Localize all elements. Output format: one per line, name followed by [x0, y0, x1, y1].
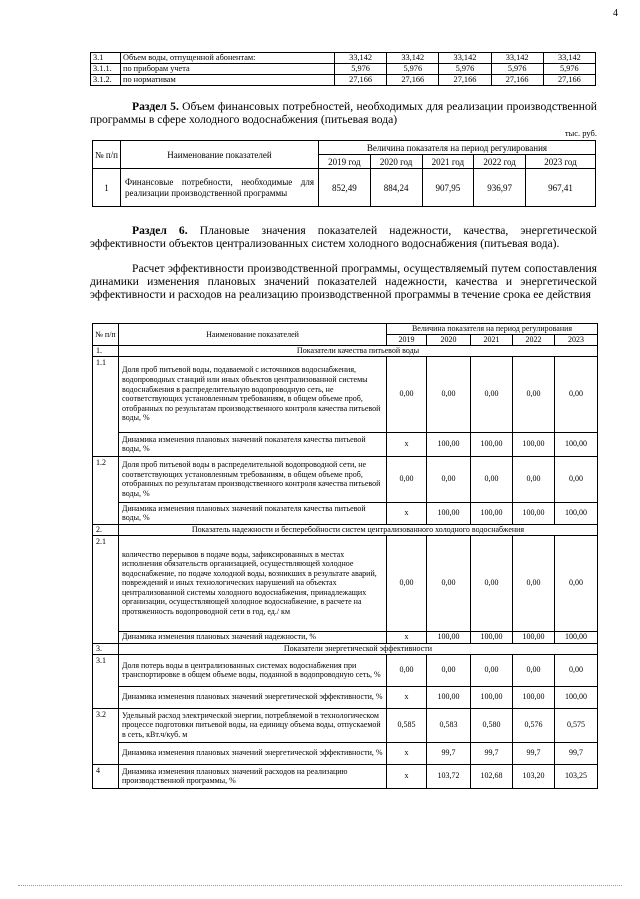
value-cell: 0,00 — [427, 654, 471, 686]
units-label: тыс. руб. — [564, 128, 597, 138]
row-name: по приборам учета — [121, 64, 335, 75]
row-num: 1.1 — [93, 356, 119, 456]
value-cell: 100,00 — [513, 686, 555, 708]
value-cell: 100,00 — [555, 432, 598, 456]
row-name: количество перерывов в подаче воды, зафиксированных в местах исполнения обязательств организацией, осуществляющей холодное водоснабжение, по подаче холодной воды, возникших в результате аварий, повреждений и иных технологических нарушений на объектах централизованной системы холодного водоснабжения, принадлежащих организации, осуществляющей холодное водоснабжение, в расчете на протяженность водопроводной сети в год, ед./ км — [119, 535, 387, 631]
value-cell: 99,7 — [555, 742, 598, 764]
table-row — [93, 535, 598, 631]
table-row — [93, 502, 598, 524]
section6-text: Плановые значения показателей надежности, качества, энергетической эффективности объектов централизованных систем холодного водоснабжения (питьевая вода). — [90, 224, 597, 251]
table-row — [93, 456, 598, 502]
table-row — [93, 631, 598, 643]
table-row — [93, 654, 598, 686]
value-cell: 884,24 — [370, 169, 422, 207]
value-cell: 0,00 — [555, 535, 598, 631]
value-cell: 27,166 — [491, 75, 543, 86]
value-cell: 967,41 — [526, 169, 596, 207]
value-cell: 100,00 — [555, 686, 598, 708]
year-header: 2023 — [555, 335, 598, 346]
row-num: 4 — [93, 764, 119, 788]
value-cell: х — [387, 432, 427, 456]
value-cell: 100,00 — [555, 502, 598, 524]
header-period: Величина показателя на период регулирования — [319, 141, 596, 155]
value-cell: 0,00 — [471, 356, 513, 432]
section-num: 2. — [93, 524, 119, 535]
page-number: 4 — [613, 8, 618, 19]
row-name: Доля проб питьевой воды в распределительной водопроводной сети, не соответствующих установленным требованиям, в общем объеме проб, отобранных по результатам производственного контроля качества питьевой воды, % — [119, 456, 387, 502]
value-cell: 100,00 — [471, 502, 513, 524]
year-header: 2021 — [471, 335, 513, 346]
value-cell: 33,142 — [439, 53, 491, 64]
section-title: Показатели энергетической эффективности — [119, 643, 598, 654]
value-cell: 100,00 — [427, 686, 471, 708]
section6-heading — [90, 224, 597, 250]
section5-heading — [90, 100, 597, 126]
value-cell: 0,580 — [471, 708, 513, 742]
year-header: 2020 год — [370, 155, 422, 169]
value-cell: 0,00 — [387, 356, 427, 432]
table-row — [93, 345, 598, 356]
value-cell: 0,583 — [427, 708, 471, 742]
value-cell: 0,00 — [471, 654, 513, 686]
value-cell: 0,00 — [513, 654, 555, 686]
value-cell: 27,166 — [439, 75, 491, 86]
value-cell: 0,00 — [513, 535, 555, 631]
value-cell: 100,00 — [555, 631, 598, 643]
year-header: 2022 — [513, 335, 555, 346]
year-header: 2020 — [427, 335, 471, 346]
value-cell: 0,00 — [513, 356, 555, 432]
water-volume-table — [90, 52, 596, 86]
year-header: 2021 год — [422, 155, 474, 169]
value-cell: 852,49 — [319, 169, 371, 207]
row-num: 2.1 — [93, 535, 119, 643]
year-header: 2022 год — [474, 155, 526, 169]
row-num: 3.1 — [91, 53, 121, 64]
value-cell: 0,576 — [513, 708, 555, 742]
section-title: Показатель надежности и бесперебойности систем централизованного холодного водоснабжения — [119, 524, 598, 535]
value-cell: х — [387, 686, 427, 708]
table-row — [93, 643, 598, 654]
value-cell: 103,20 — [513, 764, 555, 788]
value-cell: 0,00 — [555, 456, 598, 502]
row-name: Доля потерь воды в централизованных системах водоснабжения при транспортировке в общем объеме воды, поданной в водопроводную сеть, % — [119, 654, 387, 686]
value-cell: х — [387, 742, 427, 764]
table-row — [93, 356, 598, 432]
financial-needs-table — [92, 140, 596, 207]
dynamics-name: Динамика изменения плановых значений показателя качества питьевой воды, % — [119, 502, 387, 524]
value-cell: 0,00 — [513, 456, 555, 502]
year-header: 2019 год — [319, 155, 371, 169]
row-num: 1 — [93, 169, 121, 207]
row-name: Объем воды, отпущенной абонентам: — [121, 53, 335, 64]
value-cell: 27,166 — [335, 75, 387, 86]
section5-label: Раздел 5. — [132, 100, 179, 113]
table-row — [93, 764, 598, 788]
table-row — [91, 75, 596, 86]
table-row — [93, 524, 598, 535]
value-cell: 907,95 — [422, 169, 474, 207]
value-cell: 100,00 — [513, 631, 555, 643]
value-cell: 0,00 — [427, 356, 471, 432]
section6-label: Раздел 6. — [132, 224, 188, 237]
value-cell: 100,00 — [471, 631, 513, 643]
row-name: Динамика изменения плановых значений расходов на реализацию производственной программы, % — [119, 764, 387, 788]
row-num: 3.1.1. — [91, 64, 121, 75]
header-name: Наименование показателей — [121, 141, 319, 169]
value-cell: 0,00 — [387, 654, 427, 686]
indicators-table — [92, 323, 598, 789]
header-period: Величина показателя на период регулирования — [387, 324, 598, 335]
value-cell: 0,00 — [387, 456, 427, 502]
value-cell: 100,00 — [427, 432, 471, 456]
table-row — [93, 686, 598, 708]
dynamics-name: Динамика изменения плановых значений показателя качества питьевой воды, % — [119, 432, 387, 456]
table-row — [91, 64, 596, 75]
row-name: Финансовые потребности, необходимые для реализации производственной программы — [121, 169, 319, 207]
table-row — [93, 742, 598, 764]
header-num: № п/п — [93, 324, 119, 346]
year-header: 2019 — [387, 335, 427, 346]
value-cell: 5,976 — [387, 64, 439, 75]
value-cell: 33,142 — [491, 53, 543, 64]
value-cell: 0,00 — [471, 456, 513, 502]
value-cell: 102,68 — [471, 764, 513, 788]
value-cell: 33,142 — [543, 53, 595, 64]
value-cell: 0,00 — [555, 654, 598, 686]
value-cell: х — [387, 502, 427, 524]
value-cell: 100,00 — [471, 432, 513, 456]
table-row — [93, 708, 598, 742]
year-header: 2023 год — [526, 155, 596, 169]
header-name: Наименование показателей — [119, 324, 387, 346]
value-cell: 103,72 — [427, 764, 471, 788]
value-cell: 0,00 — [471, 535, 513, 631]
page-edge-line — [18, 885, 622, 886]
value-cell: 99,7 — [427, 742, 471, 764]
row-name: Удельный расход электрической энергии, потребляемой в технологическом процессе подготовки питьевой воды, на единицу объема воды, отпускаемой в сеть, кВт.ч/куб. м — [119, 708, 387, 742]
value-cell: 99,7 — [513, 742, 555, 764]
value-cell: 5,976 — [491, 64, 543, 75]
row-num: 3.1.2. — [91, 75, 121, 86]
value-cell: 0,585 — [387, 708, 427, 742]
value-cell: 33,142 — [335, 53, 387, 64]
row-name: по нормативам — [121, 75, 335, 86]
value-cell: 5,976 — [439, 64, 491, 75]
header-num: № п/п — [93, 141, 121, 169]
value-cell: 27,166 — [543, 75, 595, 86]
section-num: 1. — [93, 345, 119, 356]
section-num: 3. — [93, 643, 119, 654]
dynamics-name: Динамика изменения плановых значений энергетической эффективности, % — [119, 742, 387, 764]
table-row — [93, 432, 598, 456]
row-num: 1.2 — [93, 456, 119, 524]
dynamics-name: Динамика изменения плановых значений надежности, % — [119, 631, 387, 643]
value-cell: 100,00 — [513, 502, 555, 524]
value-cell: 936,97 — [474, 169, 526, 207]
value-cell: 0,00 — [555, 356, 598, 432]
value-cell: 5,976 — [543, 64, 595, 75]
value-cell: 100,00 — [471, 686, 513, 708]
section5-text: Объем финансовых потребностей, необходимых для реализации производственной программы в сфере холодного водоснабжения (питьевая вода) — [90, 100, 597, 127]
table-row — [93, 324, 598, 335]
row-num: 3.1 — [93, 654, 119, 708]
value-cell: 5,976 — [335, 64, 387, 75]
value-cell: 100,00 — [427, 502, 471, 524]
value-cell: 99,7 — [471, 742, 513, 764]
row-num: 3.2 — [93, 708, 119, 764]
section-title: Показатели качества питьевой воды — [119, 345, 598, 356]
value-cell: 0,00 — [387, 535, 427, 631]
dynamics-name: Динамика изменения плановых значений энергетической эффективности, % — [119, 686, 387, 708]
row-name: Доля проб питьевой воды, подаваемой с источников водоснабжения, водопроводных станций или иных объектов централизованной системы водоснабжения в распределительную водопроводную сеть, не соответствующих установленным требованиям, в общем объеме проб, отобранных по результатам производственного контроля качества питьевой воды, % — [119, 356, 387, 432]
value-cell: 100,00 — [513, 432, 555, 456]
value-cell: 100,00 — [427, 631, 471, 643]
value-cell: 27,166 — [387, 75, 439, 86]
value-cell: 0,00 — [427, 456, 471, 502]
value-cell: 0,575 — [555, 708, 598, 742]
value-cell: х — [387, 764, 427, 788]
value-cell: 0,00 — [427, 535, 471, 631]
value-cell: 33,142 — [387, 53, 439, 64]
table-row — [91, 53, 596, 64]
value-cell: х — [387, 631, 427, 643]
section6-paragraph: Расчет эффективности производственной программы, осуществляемый путем сопоставления динамики изменения плановых значений показателей надежности, качества и энергетической эффективности и расходов на реализацию производственной программы в течение срока ее действия — [90, 262, 597, 302]
value-cell: 103,25 — [555, 764, 598, 788]
